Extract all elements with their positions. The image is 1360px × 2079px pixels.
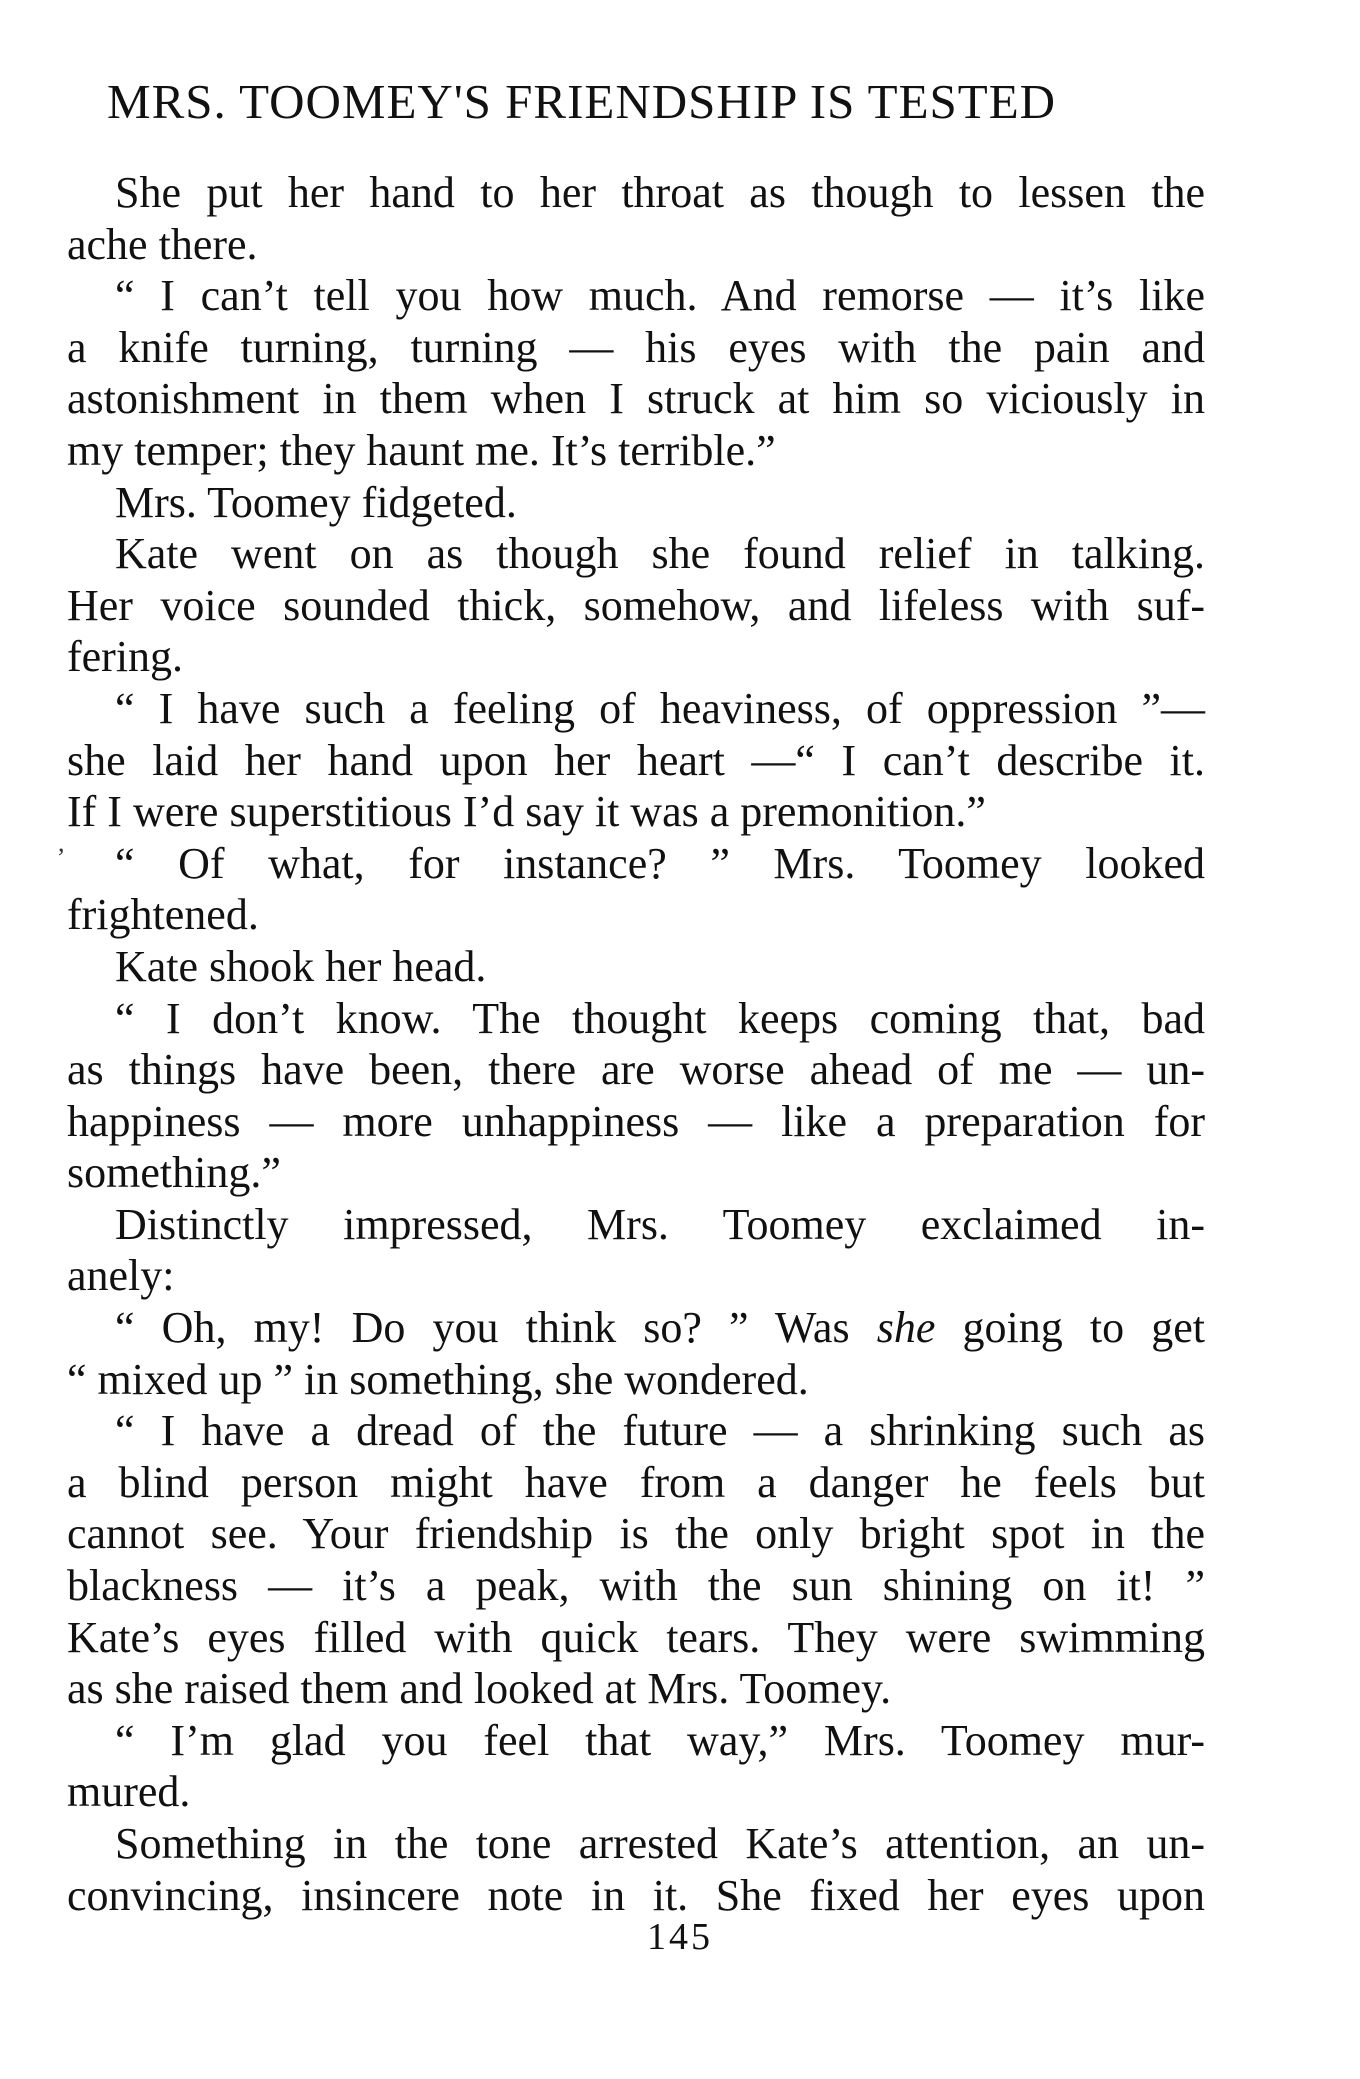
text-line: astonishment in them when I struck at him so viciously in (67, 374, 1205, 424)
text-line (67, 1302, 1205, 1354)
text-line: fering. (67, 632, 184, 682)
text-line: mured. (67, 1767, 191, 1817)
text-line: convincing, insincere note in it. She fixed her eyes upon (67, 1870, 1205, 1920)
text-line: “ Of what, for instance? ” Mrs. Toomey looked (115, 838, 1205, 888)
text-line: something.” (67, 1148, 281, 1198)
text-line: “ mixed up ” in something, she wondered. (67, 1354, 809, 1404)
text-line: “ I have such a feeling of heaviness, of oppression ”— (115, 683, 1205, 733)
text-line: cannot see. Your friendship is the only bright spot in the (67, 1509, 1205, 1559)
text-line: happiness — more unhappiness — like a preparation for (67, 1096, 1205, 1146)
text-line: She put her hand to her throat as though to lessen the (115, 168, 1205, 217)
text-line: “ I have a dread of the future — a shrinking such as (115, 1406, 1205, 1456)
text-segment: going to get (935, 1303, 1205, 1353)
text-line: “ I don’t know. The thought keeps coming that, bad (115, 993, 1205, 1043)
text-line: as she raised them and looked at Mrs. Toomey. (67, 1664, 892, 1714)
stray-mark: , (58, 828, 65, 857)
text-line: If I were superstitious I’d say it was a premonition.” (67, 787, 986, 837)
text-line: Kate went on as though she found relief in talking. (115, 529, 1205, 579)
text-segment: “ Oh, my! Do you think so? ” Was (115, 1303, 877, 1353)
text-line: Kate’s eyes filled with quick tears. They were swimming (67, 1612, 1205, 1662)
text-line: blackness — it’s a peak, with the sun shining on it! ” (67, 1561, 1205, 1611)
text-line: she laid her hand upon her heart —“ I can’t describe it. (67, 735, 1205, 785)
text-line: Mrs. Toomey fidgeted. (115, 477, 517, 527)
text-line: Kate shook her head. (115, 941, 487, 991)
page-number: 145 (647, 1916, 713, 1958)
italic-word: she (876, 1303, 936, 1353)
text-line: Distinctly impressed, Mrs. Toomey exclaimed in- (115, 1199, 1205, 1249)
text-line: “ I can’t tell you how much. And remorse — it’s like (115, 271, 1205, 321)
running-head: MRS. TOOMEY'S FRIENDSHIP IS TESTED (107, 74, 1057, 129)
body-text (67, 167, 1205, 1921)
text-line: as things have been, there are worse ahead of me — un- (67, 1045, 1205, 1095)
text-line: anely: (67, 1251, 175, 1301)
text-line: Something in the tone arrested Kate’s attention, an un- (115, 1819, 1205, 1868)
text-line: Her voice sounded thick, somehow, and lifeless with suf- (67, 580, 1205, 630)
text-line: my temper; they haunt me. It’s terrible.” (67, 425, 776, 475)
text-line: frightened. (67, 890, 259, 940)
text-line: a knife turning, turning — his eyes with the pain and (67, 322, 1205, 372)
text-line: ache there. (67, 219, 258, 269)
text-line: a blind person might have from a danger he feels but (67, 1457, 1205, 1507)
text-line: “ I’m glad you feel that way,” Mrs. Toomey mur- (115, 1715, 1205, 1765)
